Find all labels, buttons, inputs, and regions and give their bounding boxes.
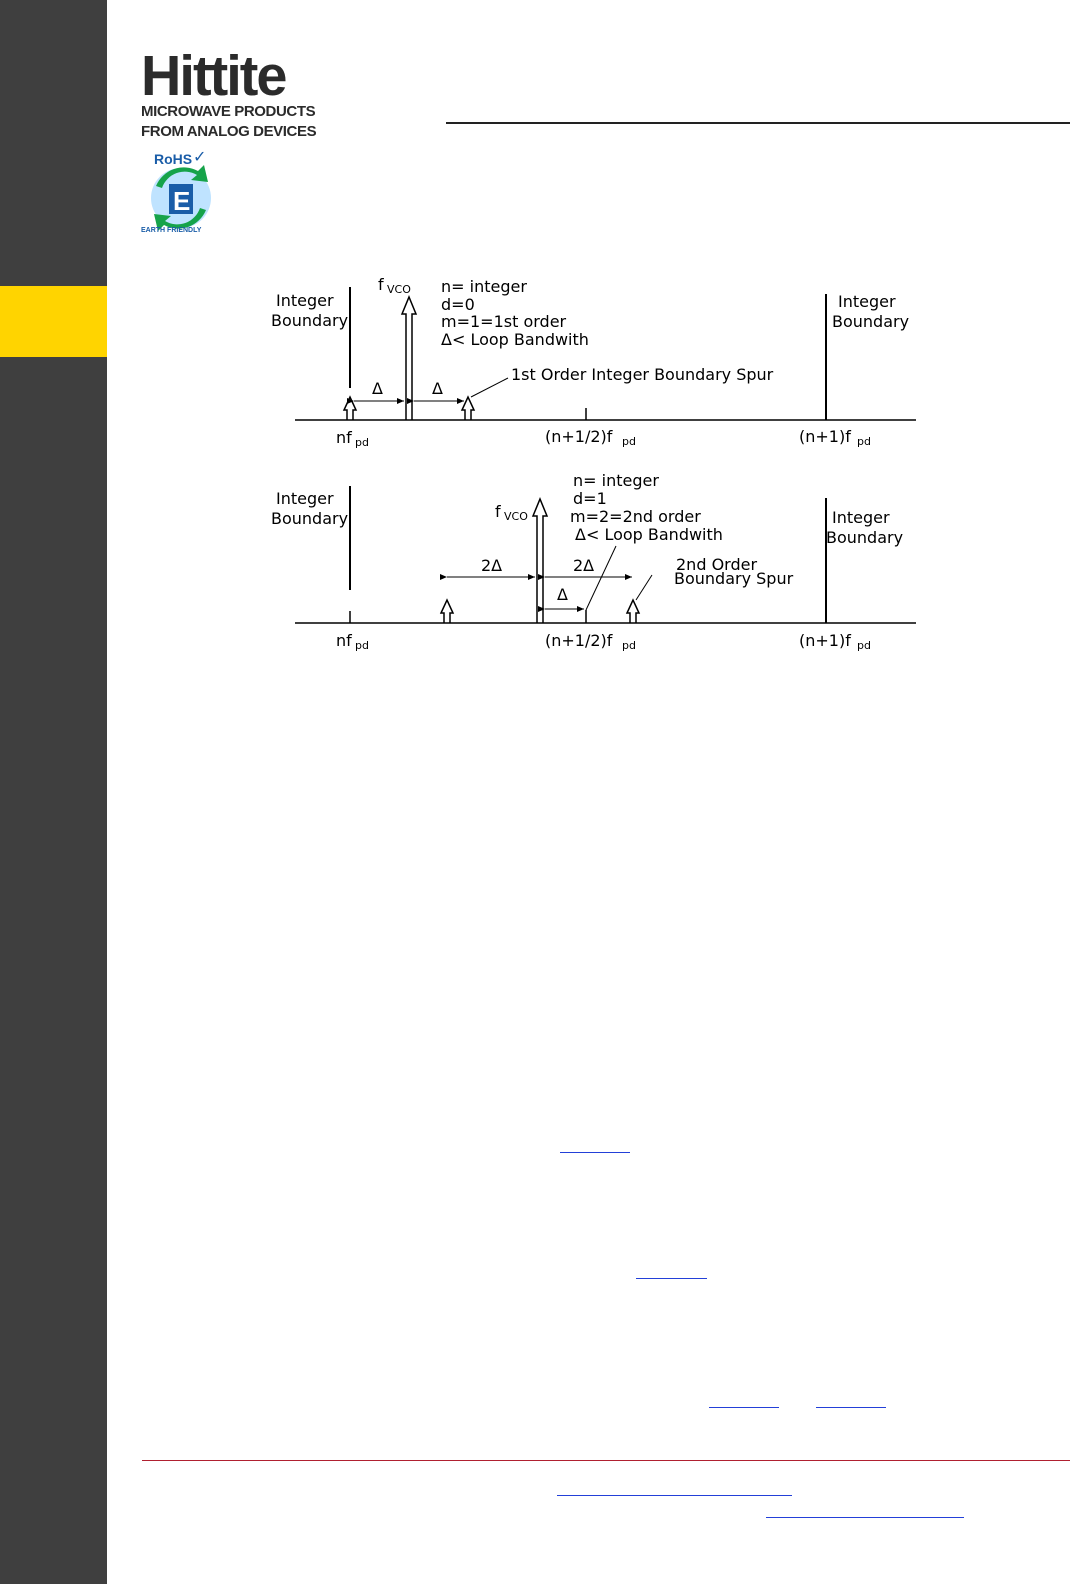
axis-nfpd-sub: pd <box>355 436 369 449</box>
axis-next-sub: pd <box>857 435 871 448</box>
logo-wordmark: Hittite <box>141 44 286 108</box>
footer-link-2[interactable] <box>766 1516 964 1518</box>
link-3[interactable] <box>709 1406 779 1408</box>
section-tab[interactable] <box>0 286 107 357</box>
spur-arrow-right <box>462 397 474 420</box>
spur-leader-line-2 <box>636 575 652 600</box>
axis-nfpd-sub-2: pd <box>355 639 369 652</box>
axis-half-sub-2: pd <box>622 639 636 652</box>
delta-left-label: Δ <box>372 379 383 398</box>
axis-nfpd-2: nf <box>336 631 352 650</box>
param-n-2: n= integer <box>573 471 659 490</box>
delta-right-label: Δ <box>432 379 443 398</box>
fvco-label-2: f <box>495 502 501 521</box>
sidebar <box>0 0 107 1584</box>
footer-link-1[interactable] <box>557 1494 792 1496</box>
rohs-check-icon: ✓ <box>193 147 207 166</box>
axis-half-2: (n+1/2)f <box>545 631 613 650</box>
first-order-diagram <box>271 275 916 449</box>
two-delta-left-label: 2Δ <box>481 556 503 575</box>
rohs-e-letter: E <box>173 186 191 216</box>
logo-tagline-2: FROM ANALOG DEVICES <box>141 123 317 140</box>
spur-arrow-left <box>344 397 356 420</box>
param-delta-2: Δ< Loop Bandwith <box>575 525 723 544</box>
param-delta: Δ< Loop Bandwith <box>441 330 589 349</box>
link-4[interactable] <box>816 1406 886 1408</box>
left-boundary-label-2: Boundary <box>271 311 349 330</box>
axis-next-sub-2: pd <box>857 639 871 652</box>
right-boundary-label-1b: Integer <box>832 508 890 527</box>
spur-label-2: Boundary Spur <box>674 569 794 588</box>
left-boundary-label-2b: Boundary <box>271 509 349 528</box>
spur-leader-line <box>471 378 508 397</box>
right-boundary-label-2b: Boundary <box>826 528 904 547</box>
spur-label: 1st Order Integer Boundary Spur <box>511 365 774 384</box>
param-m-2: m=2=2nd order <box>570 507 701 526</box>
fvco-arrow <box>402 297 416 420</box>
fvco-sub-2: VCO <box>504 510 528 523</box>
link-2[interactable] <box>636 1277 707 1279</box>
param-m: m=1=1st order <box>441 312 567 331</box>
left-boundary-label-1: Integer <box>276 291 334 310</box>
hittite-logo <box>141 44 317 142</box>
right-boundary-label-1: Integer <box>838 292 896 311</box>
left-boundary-label-1b: Integer <box>276 489 334 508</box>
axis-half: (n+1/2)f <box>545 427 613 446</box>
earth-friendly-caption: EARTH FRIENDLY <box>141 227 202 234</box>
header-rule <box>446 122 1070 124</box>
rohs-label: RoHS <box>154 151 193 167</box>
axis-next: (n+1)f <box>799 427 851 446</box>
footer-rule <box>142 1460 1070 1461</box>
axis-next-2: (n+1)f <box>799 631 851 650</box>
spur-label-1: 2nd Order <box>676 555 758 574</box>
delta-small-label: Δ <box>557 585 568 604</box>
fvco-label: f <box>378 275 384 294</box>
two-delta-right-label: 2Δ <box>573 556 595 575</box>
right-boundary-label-2: Boundary <box>832 312 910 331</box>
param-d-2: d=1 <box>573 489 607 508</box>
logo-tagline-1: MICROWAVE PRODUCTS <box>141 103 316 120</box>
link-1[interactable] <box>560 1151 630 1153</box>
param-n: n= integer <box>441 277 527 296</box>
param-d: d=0 <box>441 295 475 314</box>
fvco-sub: VCO <box>387 283 411 296</box>
axis-half-sub: pd <box>622 435 636 448</box>
rohs-earth-friendly-badge <box>138 146 228 236</box>
axis-nfpd: nf <box>336 428 352 447</box>
fvco-arrow-2 <box>533 499 547 623</box>
second-order-diagram <box>271 471 916 652</box>
spur-arrow-right-2 <box>627 600 639 623</box>
spur-arrow-left-2 <box>441 600 453 623</box>
integer-boundary-spur-diagram <box>266 270 926 670</box>
